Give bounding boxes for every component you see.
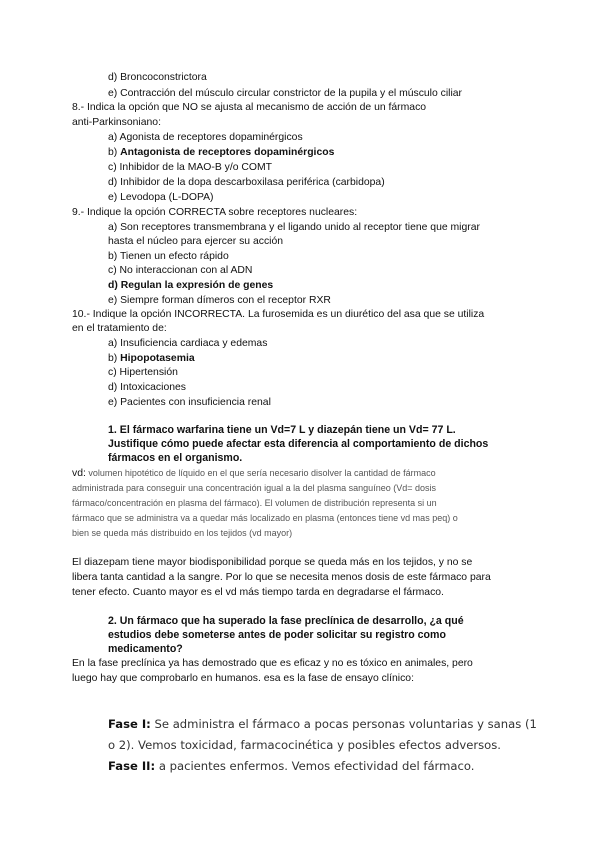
q9-statement: 9.- Indique la opción CORRECTA sobre receptores nucleares:: [72, 207, 358, 218]
dev1-note-line2: administrada para conseguir una concentración igual a la del plasma sanguíneo (Vd= dosis: [72, 483, 436, 493]
dev1-note-text1: volumen hipotético de líquido en el que sería necesario disolver la cantidad de fármaco: [85, 468, 436, 478]
dev1-note-line3: fármaco/concentración en plasma del fármaco). El volumen de distribución representa si un: [72, 498, 437, 508]
q8-correct-answer: Antagonista de receptores dopaminérgicos: [120, 147, 335, 158]
q10-option-d: d) Intoxicaciones: [108, 382, 186, 393]
dev2-heading-line1: 2. Un fármaco que ha superado la fase preclínica de desarrollo, ¿a qué: [108, 615, 464, 627]
phase-2-text: a pacientes enfermos. Vemos efectividad del fármaco.: [155, 759, 475, 773]
q8-option-d: d) Inhibidor de la dopa descarboxilasa periférica (carbidopa): [108, 177, 385, 188]
dev1-note-label: vd:: [72, 468, 86, 479]
dev2-heading-line2: estudios debe someterse antes de poder solicitar su registro como: [108, 629, 446, 641]
q10-option-b: [108, 352, 195, 365]
dev1-heading-line1: 1. El fármaco warfarina tiene un Vd=7 L y diazepán tiene un Vd= 77 L.: [108, 424, 456, 436]
q10-statement-line2: en el tratamiento de:: [72, 323, 167, 334]
dev1-heading-line2: Justifique cómo puede afectar esta diferencia al comportamiento de dichos: [108, 438, 489, 450]
dev1-heading-line3: fármacos en el organismo.: [108, 452, 243, 464]
dev1-note-line1: [72, 467, 436, 480]
q7-option-e: e) Contracción del músculo circular constrictor de la pupila y el músculo ciliar: [108, 88, 463, 99]
dev1-answer-line1: El diazepam tiene mayor biodisponibilidad porque se queda más en los tejidos, y no se: [72, 557, 473, 568]
dev2-heading-line3: medicamento?: [108, 643, 183, 655]
q8-option-c: c) Inhibidor de la MAO-B y/o COMT: [108, 162, 272, 173]
q8-option-b: [108, 146, 334, 159]
q9-option-a-line2: hasta el núcleo para ejercer su acción: [108, 236, 284, 247]
q8-option-a: a) Agonista de receptores dopaminérgicos: [108, 132, 303, 143]
q8-option-e: e) Levodopa (L-DOPA): [108, 192, 214, 203]
q8-statement-line1: 8.- Indica la opción que NO se ajusta al mecanismo de acción de un fármaco: [72, 102, 427, 113]
phase-1-line1: [108, 716, 537, 732]
q10-correct-answer: Hipopotasemia: [120, 353, 195, 364]
q10-statement-line1: 10.- Indique la opción INCORRECTA. La furosemida es un diurético del asa que se utiliza: [72, 309, 485, 320]
q10-option-a: a) Insuficiencia cardiaca y edemas: [108, 338, 268, 349]
phase-2-line: [108, 758, 474, 774]
q9-correct-answer: d) Regulan la expresión de genes: [108, 280, 274, 291]
phase-1-label: Fase I:: [108, 717, 151, 731]
q8-option-b-prefix: b): [108, 147, 121, 158]
dev1-note-line4: fármaco que se administra va a quedar más localizado en plasma (entonces tiene vd mas peq) o: [72, 513, 458, 523]
q9-option-e: e) Siempre forman dímeros con el receptor RXR: [108, 295, 331, 306]
q7-option-d: d) Broncoconstrictora: [108, 72, 207, 83]
q9-option-c: c) No interaccionan con al ADN: [108, 265, 253, 276]
dev2-answer-line1: En la fase preclínica ya has demostrado que es eficaz y no es tóxico en animales, pero: [72, 658, 473, 669]
dev1-answer-line2: libera tanta cantidad a la sangre. Por lo que se necesita menos dosis de este fármaco para: [72, 572, 491, 583]
dev1-answer-line3: tener efecto. Cuanto mayor es el vd más tiempo tarda en degradarse el fármaco.: [72, 587, 444, 598]
q9-option-b: b) Tienen un efecto rápido: [108, 251, 229, 262]
dev2-answer-line2: luego hay que comprobarlo en humanos. esa es la fase de ensayo clínico:: [72, 673, 414, 684]
phase-2-label: Fase II:: [108, 759, 156, 773]
q10-option-b-prefix: b): [108, 353, 121, 364]
q9-option-a-line1: a) Son receptores transmembrana y el ligando unido al receptor tiene que migrar: [108, 222, 480, 233]
q10-option-e: e) Pacientes con insuficiencia renal: [108, 397, 271, 408]
dev1-note-line5: bien se queda más distribuido en los tejidos (vd mayor): [72, 528, 293, 538]
phase-1-line2: o 2). Vemos toxicidad, farmacocinética y posibles efectos adversos.: [108, 738, 501, 752]
q8-statement-line2: anti-Parkinsoniano:: [72, 117, 161, 128]
q10-option-c: c) Hipertensión: [108, 367, 178, 378]
phase-1-text: Se administra el fármaco a pocas personas voluntarias y sanas (1: [150, 717, 537, 731]
